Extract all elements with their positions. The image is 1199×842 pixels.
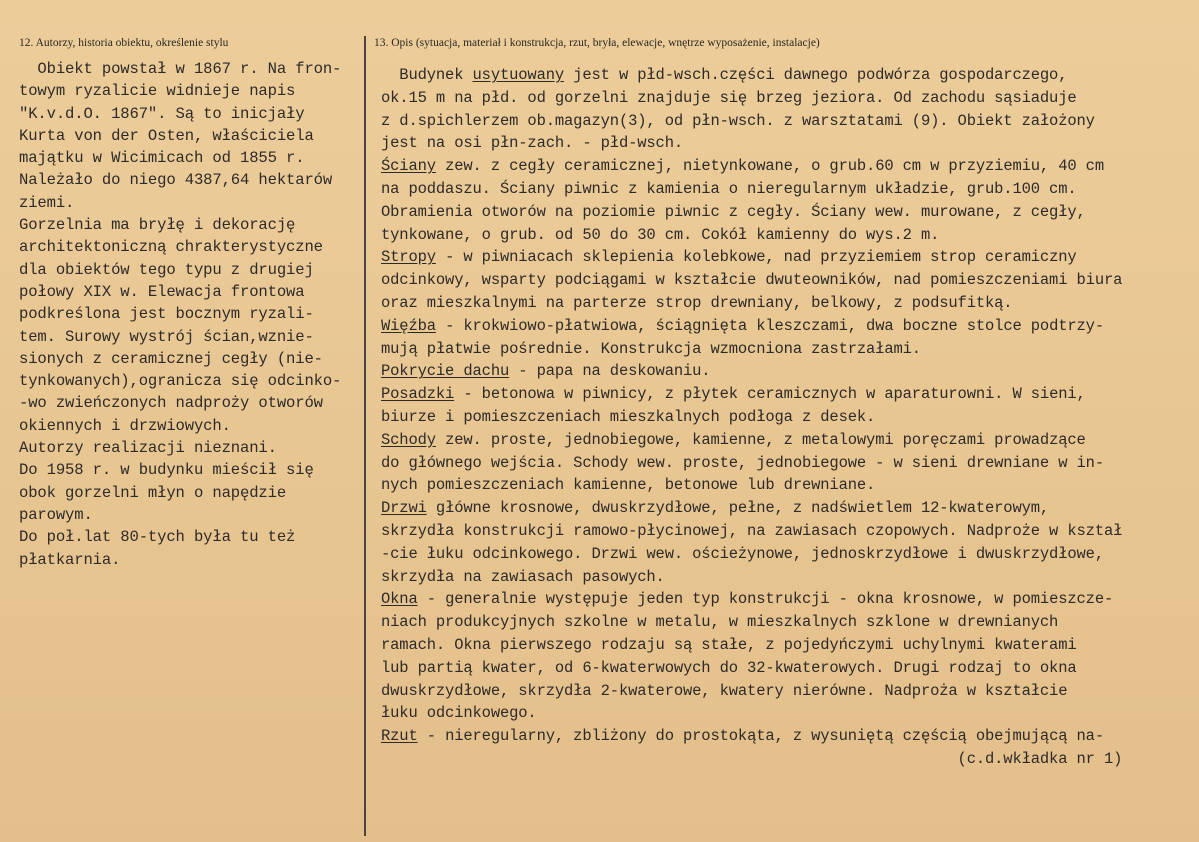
left-text-line: Do 1958 r. w budynku mieścił się bbox=[19, 461, 314, 480]
right-text-line bbox=[381, 588, 1122, 611]
left-text-line: dla obiektów tego typu z drugiej bbox=[19, 260, 314, 279]
right-text-line bbox=[381, 702, 1122, 725]
left-text-line: Obiekt powstał w 1867 r. Na fron- bbox=[19, 60, 342, 78]
line-text: zew. z cegły ceramicznej, nietynkowane, o grub.60 cm w przyziemiu, 40 cm bbox=[435, 157, 1104, 176]
right-text-line bbox=[381, 725, 1122, 748]
right-text-line bbox=[381, 178, 1122, 201]
section-keyword: Okna bbox=[381, 590, 418, 609]
line-text: (c.d.wkładka nr 1) bbox=[381, 749, 1123, 768]
left-text-line: płatkarnia. bbox=[19, 550, 121, 569]
right-column-heading: 13. Opis (sytuacja, materiał i konstrukcja, rzut, bryła, elewacje, wnętrze wyposażenie, instalacje) bbox=[374, 37, 820, 49]
line-text: - w piwniacach sklepienia kolebkowe, nad przyziemiem strop ceramiczny bbox=[435, 248, 1077, 267]
section-keyword: Rzut bbox=[381, 727, 418, 746]
section-keyword: usytuowany bbox=[472, 66, 565, 84]
left-text-line: Kurta von der Osten, właściciela bbox=[19, 126, 314, 145]
right-text-line bbox=[381, 520, 1122, 543]
line-text: biurze i pomieszczeniach mieszkalnych podłoga z desek. bbox=[381, 407, 876, 426]
line-text: zew. proste, jednobiegowe, kamienne, z metalowymi poręczami prowadzące bbox=[435, 430, 1086, 449]
line-text: ok.15 m na płd. od gorzelni znajduje się brzeg jeziora. Od zachodu sąsiaduje bbox=[381, 88, 1077, 107]
right-text-line bbox=[381, 680, 1122, 703]
right-text-line bbox=[381, 269, 1122, 292]
right-text-line bbox=[381, 224, 1122, 247]
line-text: jest w płd-wsch.części dawnego podwórza gospodarczego, bbox=[564, 66, 1068, 84]
right-text-line bbox=[381, 64, 1122, 87]
line-text: - krokwiowo-płatwiowa, ściągnięta kleszczami, dwa boczne stolce podtrzy- bbox=[435, 316, 1104, 335]
line-text: na poddaszu. Ściany piwnic z kamienia o nieregularnym układzie, grub.100 cm. bbox=[381, 179, 1077, 198]
right-column-text bbox=[381, 64, 1122, 771]
right-text-line bbox=[381, 474, 1122, 497]
right-text-line bbox=[381, 201, 1122, 224]
line-text: niach produkcyjnych szkolne w metalu, w mieszkalnych szklone w drewnianych bbox=[381, 613, 1059, 632]
left-text-line: towym ryzalicie widnieje napis bbox=[19, 82, 296, 101]
right-text-line bbox=[381, 338, 1122, 361]
line-text: z d.spichlerzem ob.magazyn(3), od płn-wsch. z warsztatami (9). Obiekt założony bbox=[381, 111, 1095, 130]
section-keyword: Więźba bbox=[381, 316, 436, 335]
line-text: - nieregularny, zbliżony do prostokąta, z wysuniętą częścią obejmującą na- bbox=[417, 727, 1104, 746]
right-text-line bbox=[381, 360, 1122, 383]
right-text-line bbox=[381, 657, 1122, 680]
right-text-line bbox=[381, 155, 1122, 178]
left-text-line: okiennych i drzwiowych. bbox=[19, 416, 231, 435]
left-text-line: sionych z ceramicznej cegły (nie- bbox=[19, 349, 323, 368]
left-text-line: tem. Surowy wystrój ścian,wznie- bbox=[19, 327, 314, 346]
line-text: - betonowa w piwnicy, z płytek ceramicznych w aparaturowni. W sieni, bbox=[454, 385, 1086, 404]
line-text: ramach. Okna pierwszego rodzaju są stałe, z pojedyńczymi uchylnymi kwaterami bbox=[381, 635, 1077, 654]
right-text-line bbox=[381, 611, 1122, 634]
section-keyword: Ściany bbox=[381, 157, 436, 176]
right-text-line bbox=[381, 406, 1122, 429]
right-text-line bbox=[381, 543, 1122, 566]
right-text-line bbox=[381, 634, 1122, 657]
right-text-line bbox=[381, 429, 1122, 452]
left-text-line: połowy XIX w. Elewacja frontowa bbox=[19, 282, 305, 301]
line-text: oraz mieszkalnymi na parterze strop drewniany, belkowy, z podsufitką. bbox=[381, 293, 1013, 312]
left-text-line: Autorzy realizacji nieznani. bbox=[19, 439, 277, 458]
right-text-line bbox=[381, 566, 1122, 589]
line-text: Budynek bbox=[381, 66, 473, 84]
right-text-line bbox=[381, 497, 1122, 520]
left-text-line: -wo zwieńczonych nadproży otworów bbox=[19, 394, 323, 413]
right-text-line bbox=[381, 110, 1122, 133]
right-text-line bbox=[381, 132, 1122, 155]
line-text: jest na osi płn-zach. - płd-wsch. bbox=[381, 134, 684, 153]
line-text: -cie łuku odcinkowego. Drzwi wew. ościeżynowe, jednoskrzydłowe i dwuskrzydłowe, bbox=[381, 544, 1104, 563]
left-text-line: Do poł.lat 80-tych była tu też bbox=[19, 528, 296, 547]
section-keyword: Posadzki bbox=[381, 385, 455, 404]
right-text-line bbox=[381, 87, 1122, 110]
left-text-line: Gorzelnia ma bryłę i dekorację bbox=[19, 216, 296, 235]
left-text-line: majątku w Wicimicach od 1855 r. bbox=[19, 149, 305, 168]
left-text-line: tynkowanych),ogranicza się odcinko- bbox=[19, 372, 342, 391]
left-text-line: Należało do niego 4387,64 hektarów bbox=[19, 171, 333, 190]
right-text-line bbox=[381, 315, 1122, 338]
line-text: - papa na deskowaniu. bbox=[509, 362, 711, 381]
left-column-heading: 12. Autorzy, historia obiektu, określenie stylu bbox=[19, 37, 229, 49]
line-text: - generalnie występuje jeden typ konstrukcji - okna krosnowe, w pomieszcze- bbox=[417, 590, 1114, 609]
left-text-line: obok gorzelni młyn o napędzie bbox=[19, 483, 287, 502]
section-keyword: Schody bbox=[381, 430, 436, 449]
column-divider bbox=[364, 36, 366, 836]
line-text: Obramienia otworów na poziomie piwnic z cegły. Ściany wew. murowane, z cegły, bbox=[381, 202, 1086, 221]
line-text: mują płatwie pośrednie. Konstrukcja wzmocniona zastrzałami. bbox=[381, 339, 921, 358]
line-text: tynkowane, o grub. od 50 do 30 cm. Cokół kamienny do wys.2 m. bbox=[381, 225, 940, 244]
line-text: do głównego wejścia. Schody wew. proste, jednobiegowe - w sieni drewniane w in- bbox=[381, 453, 1104, 472]
line-text: główne krosnowe, dwuskrzydłowe, pełne, z nadświetlem 12-kwaterowym, bbox=[426, 499, 1050, 518]
left-column-text bbox=[19, 58, 341, 571]
right-text-line bbox=[381, 748, 1122, 771]
left-text-line: podkreślona jest bocznym ryzali- bbox=[19, 305, 314, 324]
section-keyword: Pokrycie dachu bbox=[381, 362, 510, 381]
right-text-line bbox=[381, 292, 1122, 315]
line-text: skrzydła konstrukcji ramowo-płycinowej, na zawiasach czopowych. Nadproże w kształ bbox=[381, 521, 1123, 540]
right-text-line bbox=[381, 246, 1122, 269]
line-text: łuku odcinkowego. bbox=[381, 704, 537, 723]
left-text-line: "K.v.d.O. 1867". Są to inicjały bbox=[19, 104, 305, 123]
section-keyword: Stropy bbox=[381, 248, 436, 267]
right-text-line bbox=[381, 452, 1122, 475]
right-text-line bbox=[381, 383, 1122, 406]
line-text: nych pomieszczeniach kamienne, betonowe lub drewniane. bbox=[381, 476, 876, 495]
left-text-line: ziemi. bbox=[19, 193, 75, 212]
line-text: odcinkowy, wsparty podciągami w kształcie dwuteowników, nad pomieszczeniami biura bbox=[381, 271, 1123, 290]
section-keyword: Drzwi bbox=[381, 499, 427, 518]
line-text: skrzydła na zawiasach pasowych. bbox=[381, 567, 665, 586]
left-text-line: parowym. bbox=[19, 505, 93, 524]
line-text: dwuskrzydłowe, skrzydła 2-kwaterowe, kwatery nierówne. Nadproża w kształcie bbox=[381, 681, 1068, 700]
left-text-line: architektoniczną chrakterystyczne bbox=[19, 238, 323, 257]
line-text: lub partią kwater, od 6-kwaterwowych do 32-kwaterowych. Drugi rodzaj to okna bbox=[381, 658, 1077, 677]
